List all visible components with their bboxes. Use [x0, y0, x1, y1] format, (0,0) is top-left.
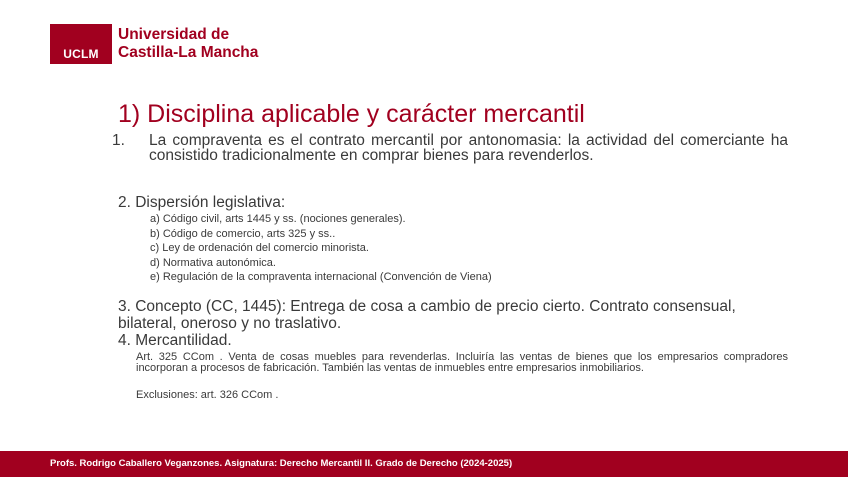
- university-name-line1: Universidad de: [118, 26, 230, 43]
- point-4-heading: 4. Mercantilidad.: [118, 332, 232, 349]
- list-item: d) Normativa autonómica.: [150, 256, 276, 269]
- footer-bar: [0, 451, 848, 477]
- point-2-list: [150, 212, 492, 285]
- point-2-heading: 2. Dispersión legislativa:: [118, 194, 286, 211]
- list-item: c) Ley de ordenación del comercio minorista.: [150, 242, 369, 254]
- point-4-exclusions: Exclusiones: art. 326 CCom .: [136, 389, 279, 401]
- list-item: e) Regulación de la compraventa internacional (Convención de Viena): [150, 271, 492, 283]
- slide-title: 1) Disciplina aplicable y carácter mercantil: [118, 100, 585, 128]
- list-item: a) Código civil, arts 1445 y ss. (nociones generales).: [150, 213, 406, 225]
- uclm-logo-mark: [50, 24, 112, 64]
- university-name: [118, 26, 258, 62]
- university-logo: [50, 24, 258, 64]
- point-1-text: La compraventa es el contrato mercantil por antonomasia: la actividad del comerciante ha consistido tradicionalmente en comprar bienes para revenderlos.: [149, 132, 788, 164]
- point-3-text: 3. Concepto (CC, 1445): Entrega de cosa a cambio de precio cierto. Contrato consensual, bilateral, oneroso y no traslativo.: [118, 298, 736, 332]
- footer-text: Profs. Rodrigo Caballero Veganzones. Asignatura: Derecho Mercantil II. Grado de Derecho (2024-2025): [50, 458, 513, 469]
- university-name-line2: Castilla-La Mancha: [118, 44, 259, 61]
- point-1-number: 1.: [112, 132, 125, 149]
- list-item: b) Código de comercio, arts 325 y ss..: [150, 227, 336, 240]
- point-1: [112, 133, 788, 163]
- logo-mark-text: UCLM: [63, 47, 99, 61]
- point-4-text: Art. 325 CCom . Venta de cosas muebles para revenderlas. Incluiría las ventas de bienes que los empresarios compradores incorporan a procesos de fabricación. También las ventas de inmuebles entre empresarios inmobiliarios.: [136, 351, 788, 375]
